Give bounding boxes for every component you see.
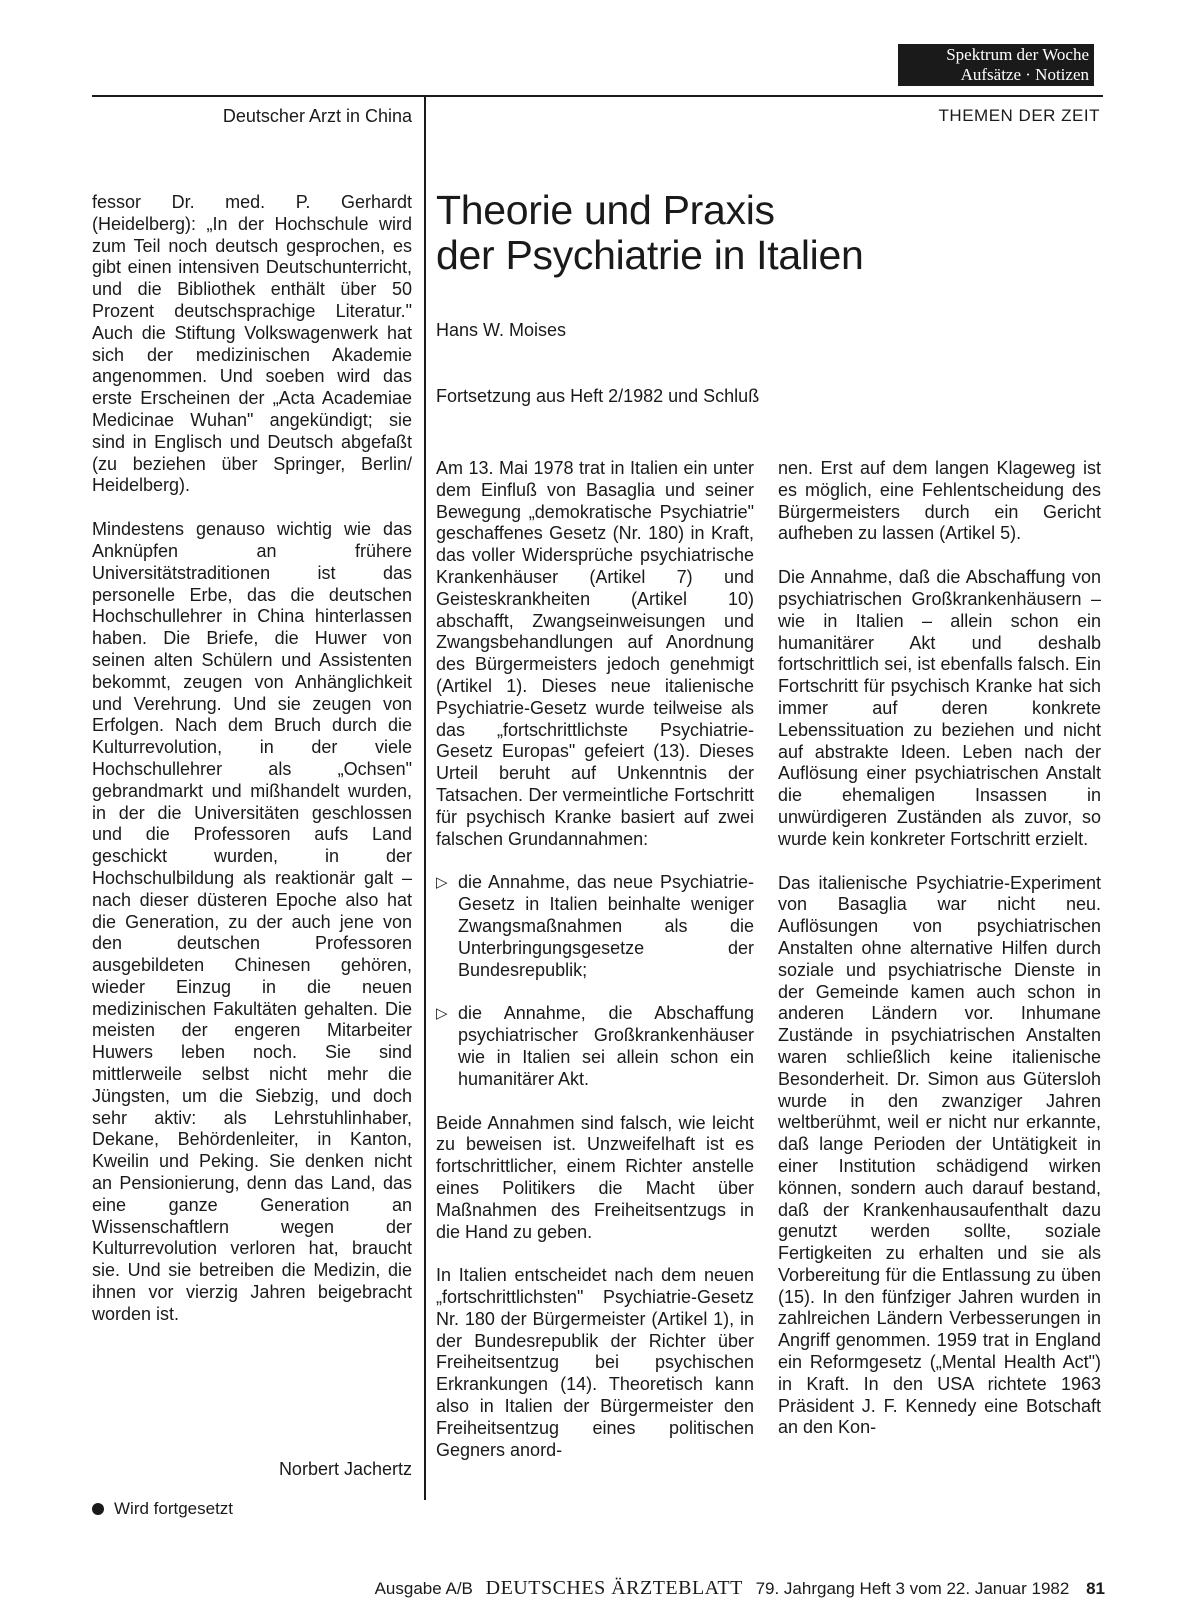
column-divider [424,95,426,1500]
middle-paragraph-3: In Italien entscheidet nach dem neuen „fortschrittlichsten" Psychiatrie-Gesetz Nr. 180 der Bürgermeister (Artikel 1), in der Bundesrepublik der Richter über Freiheitsentzug bei psychischen Erkrankungen (14). Theoretisch kann also in Italien der Bürgermeister den Freiheitsentzug eines politischen Gegners anord- [436,1265,754,1460]
right-paragraph-2: Die Annahme, daß die Abschaffung von psychiatrischen Großkrankenhäusern – wie in Italien – allein schon ein humanitärer Akt und deshalb fortschrittlich sei, ist ebenfalls falsch. Ein Fortschritt für psychisch Kranke hat sich immer auf deren konkrete Lebenssituation zu beziehen und nicht auf abstrakte Ideen. Leben nach der Auflösung einer psychiatrischen Anstalt die ehemaligen Insassen in unwürdigeren Zuständen als zuvor, so wurde kein konkreter Fortschritt erzielt. [778,567,1101,849]
right-column [778,458,1101,1439]
running-head-left: Deutscher Arzt in China [222,106,412,126]
middle-paragraph-2: Beide Annahmen sind falsch, wie leicht zu beweisen ist. Unzweifelhaft ist es fortschrittlicher, einem Richter anstelle eines Politikers die Macht über Maßnahmen des Freiheitsentzugs in die Hand zu geben. [436,1112,754,1242]
right-paragraph-3: Das italienische Psychiatrie-Experiment von Basaglia war nicht neu. Auflösungen von psychiatrischen Anstalten ohne alternative Hilfen durch soziale und psychiatrische Dienste in der Gemeinde kamen auch schon in anderen Ländern vor. Inhumane Zustände in psychiatrischen Anstalten waren schließlich keine italienische Besonderheit. Dr. Simon aus Gütersloh wurde in den zwanziger Jahren weltberühmt, weil er nicht nur erkannte, daß lange Perioden der Untätigkeit in einer Institution schädigend wirken können, sondern auch darauf bestand, daß der Krankenhausaufenthalt dazu genutzt werden sollte, soziale Fertigkeiten zu erhalten und sie als Vorbereitung für die Entlassung zu üben (15). In den fünfziger Jahren wurden in zahlreichen Ländern Verbesserungen in Angriff genommen. 1959 trat in England ein Reformgesetz („Mental Health Act") in Kraft. In den USA richtete 1963 Präsident J. F. Kennedy eine Botschaft an den Kon- [778,872,1101,1438]
article-title [436,188,1076,278]
header-rule [92,95,1103,97]
bullet-item-2 [436,1003,754,1090]
continued-text: Wird fortgesetzt [114,1499,234,1518]
left-column [92,192,412,1326]
continued-note [92,1499,233,1519]
badge-line-1: Spektrum der Woche [946,45,1089,64]
left-paragraph-2: Mindestens genauso wichtig wie das Anknüpfen an frühere Universitätstraditionen ist das personelle Erbe, das die deutschen Hochschullehrer in China hinterlassen haben. Die Briefe, die Huwer von seinen alten Schülern und Assistenten bekommt, zeugen von Anhänglichkeit und Verehrung. Und sie zeugen von Erfolgen. Nach dem Bruch durch die Kulturrevolution, in der viele Hochschullehrer als „Ochsen" gebrandmarkt und mißhandelt wurden, in der die Universitäten geschlossen und die Professoren aufs Land geschickt wurden, in der Hochschulbildung als reaktionär galt – nach dieser düsteren Epoche also hat die Generation, zu der auch jene von den deutschen Professoren ausgebildeten Chinesen gehören, wieder Einzug in die neuen medizinischen Fakultäten gehalten. Die meisten der engeren Mitarbeiter Huwers leben noch. Sie sind mittlerweile selbst nicht mehr die Jüngsten, um die Siebzig, und doch sehr aktiv: als Lehrstuhlinhaber, Dekane, Behördenleiter, in Kanton, Kweilin und Peking. Sie denken nicht an Pensionierung, denn das Land, das eine ganze Generation an Wissenschaftlern wegen der Kulturrevolution verloren hat, braucht sie. Und sie betreiben die Medizin, die ihnen vor vierzig Jahren beigebracht worden ist. [92,519,412,1324]
author-signature: Norbert Jachertz [278,1459,412,1479]
left-paragraph-1: fessor Dr. med. P. Gerhardt (Heidelberg): „In der Hochschule wird zum Teil noch deutsch gesprochen, es gibt einen intensiven Deutschunterricht, und die Bibliothek enthält über 50 Prozent deutschsprachige Literatur." Auch die Stiftung Volkswagenwerk hat sich der medizinischen Akademie angenommen. Und soeben wird das erste Erscheinen der „Acta Academiae Medicinae Wuhan" angekündigt; sie sind in Englisch und Deutsch abgefaßt (zu beziehen über Springer, Berlin/ Heidelberg). [92,192,412,496]
middle-paragraph-1: Am 13. Mai 1978 trat in Italien ein unter dem Einfluß von Basaglia und seiner Bewegung „demokratische Psychiatrie" geschaffenes Gesetz (Nr. 180) in Kraft, das voller Widersprüche psychiatrische Krankenhäuser (Artikel 7) und Geisteskrankheiten (Artikel 10) abschafft, Zwangseinweisungen und Zwangsbehandlungen auf Anordnung des Bürgermeisters jedoch genehmigt (Artikel 1). Dieses neue italienische Psychiatrie-Gesetz wurde teilweise als das „fortschrittlichste Psychiatrie-Gesetz Europas" gefeiert (13). Dieses Urteil beruht auf Unkenntnis der Tatsachen. Der vermeintliche Fortschritt für psychisch Kranke basiert auf zwei falschen Grundannahmen: [436,458,754,849]
title-line-1: Theorie und Praxis [436,187,775,233]
page-footer [255,1577,1105,1600]
bullet-item-1 [436,872,754,981]
footer-magazine: DEUTSCHES ÄRZTEBLATT [485,1577,743,1599]
triangle-bullet-icon: ▷ [436,874,448,892]
footer-issue: 79. Jahrgang Heft 3 vom 22. Januar 1982 [755,1579,1070,1598]
section-badge [898,44,1094,86]
bullet-dot-icon [92,1503,104,1515]
right-paragraph-1: nen. Erst auf dem langen Klageweg ist es möglich, eine Fehlentscheidung des Bürgermeisters durch ein Gericht aufheben zu lassen (Artikel 5). [778,458,1101,544]
article-author: Hans W. Moises [436,320,567,340]
title-line-2: der Psychiatrie in Italien [436,232,864,278]
badge-line-2: Aufsätze · Notizen [960,65,1089,84]
running-head-right: THEMEN DER ZEIT [938,106,1100,125]
continuation-note: Fortsetzung aus Heft 2/1982 und Schluß [436,386,760,406]
middle-column [436,458,754,1461]
triangle-bullet-icon: ▷ [436,1005,448,1023]
bullet-text-1: die Annahme, das neue Psychiatrie-Gesetz in Italien beinhalte weniger Zwangsmaßnahmen als die Unterbringungsgesetze der Bundesrepublik; [458,872,754,980]
footer-edition: Ausgabe A/B [374,1579,473,1598]
page-number: 81 [1086,1579,1105,1598]
bullet-text-2: die Annahme, die Abschaffung psychiatrischer Großkrankenhäuser wie in Italien sei allein schon ein humanitärer Akt. [458,1003,754,1089]
